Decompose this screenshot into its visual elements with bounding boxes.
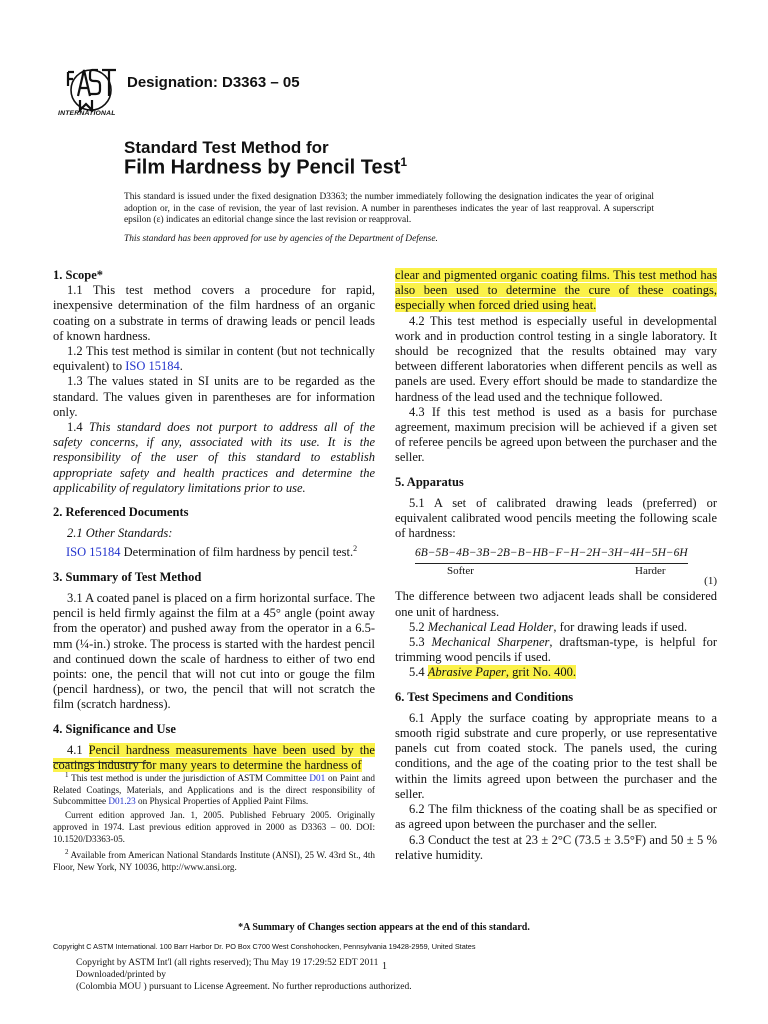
highlighted-text-continued: clear and pigmented organic coating films. This test method has also been used to determine the cure of these coatings, especially when forced dried using heat. bbox=[395, 268, 717, 313]
download-line-3: (Colombia MOU ) pursuant to License Agreement. No further reproductions authorized. bbox=[76, 982, 412, 992]
ref-iso-15184-link[interactable]: ISO 15184 bbox=[66, 545, 121, 560]
issuance-note: This standard is issued under the fixed designation D3363; the number immediately following the designation indicates the year of original adoption or, in the case of revision, the year of last revision. A number in parentheses indicates the year of last reapproval. A superscript epsilon (ε) indicates an editorial change since the last revision or reapproval. bbox=[124, 192, 654, 226]
para-2-1-text: 2.1 Other Standards: bbox=[67, 526, 173, 541]
footnote-1-edition: Current edition approved Jan. 1, 2005. Published February 2005. Originally approved in 1974. Last previous edition approved in 2000 as D3363 – 00. DOI: 10.1520/D3363-05. bbox=[53, 810, 375, 844]
footnote-1-text-a: This test method is under the jurisdiction of ASTM Committee bbox=[68, 773, 310, 784]
footnote-2-mark: 2 bbox=[65, 848, 69, 857]
hardness-scale-formula: 6B−5B−4B−3B−2B−B−HB−F−H−2H−3H−4H−5H−6H bbox=[415, 546, 688, 563]
para-6-3: 6.3 Conduct the test at 23 ± 2°C (73.5 ± 3.5°F) and 50 ± 5 % relative humidity. bbox=[395, 832, 717, 862]
para-3-1: 3.1 A coated panel is placed on a firm horizontal surface. The pencil is held firmly against the film at a 45° angle (point away from the operator) and pushed away from the operator in a 6.5-mm (¼-in.) stroke. The process is started with the hardest pencil and continued down the scale of hardness to either of two end points: one, the pencil that will not cut into or gouge the film (pencil hardness), or two, the pencil that will not scratch the film (scratch hardness). bbox=[53, 591, 375, 712]
ref-footnote-mark: 2 bbox=[353, 544, 358, 554]
download-line-2: Downloaded/printed by bbox=[76, 970, 166, 980]
para-5-4-text: , grit No. 400. bbox=[505, 665, 576, 680]
footnotes bbox=[53, 770, 375, 876]
para-5-2-text: , for drawing leads if used. bbox=[553, 619, 688, 634]
para-5-1: 5.1 A set of calibrated drawing leads (preferred) or equivalent calibrated wood pencils meeting the following scale of hardness: bbox=[395, 495, 717, 541]
section-1-heading: 1. Scope* bbox=[53, 268, 103, 282]
para-1-2 bbox=[53, 344, 375, 374]
para-5-4-num: 5.4 bbox=[409, 665, 428, 680]
copyright-line: Copyright C ASTM International. 100 Barr Harbor Dr. PO Box C700 West Conshohocken, Pennsylvania 19428-2959, United States bbox=[53, 942, 476, 951]
right-column bbox=[395, 268, 717, 863]
ref-iso-15184 bbox=[53, 541, 375, 560]
page-number: 1 bbox=[382, 961, 387, 972]
para-1-4 bbox=[53, 420, 375, 496]
scale-softer-label: Softer bbox=[447, 565, 474, 578]
para-5-1-after: The difference between two adjacent leads shall be considered one unit of hardness. bbox=[395, 589, 717, 619]
para-4-1-num: 4.1 bbox=[67, 742, 89, 757]
dod-approval-note: This standard has been approved for use by agencies of the Department of Defense. bbox=[124, 234, 438, 244]
para-1-1: 1.1 This test method covers a procedure for rapid, inexpensive determination of the film hardness of an organic coating on a substrate in terms of drawing leads or pencil leads of known hardness. bbox=[53, 283, 375, 343]
para-5-2-term: Mechanical Lead Holder bbox=[427, 619, 554, 634]
footnote-2 bbox=[53, 847, 375, 873]
para-5-4-term: Abrasive Paper bbox=[427, 665, 506, 680]
section-3-heading: 3. Summary of Test Method bbox=[53, 569, 202, 584]
para-2-1 bbox=[53, 526, 375, 541]
para-1-4-num: 1.4 bbox=[67, 420, 89, 435]
para-4-2: 4.2 This test method is especially useful in developmental work and in production control testing in a single laboratory. It should be recognized that the results obtained may vary between different laboratories when different pencils as well as panels are used. Every effort should be made to standardize the hardness of the lead used and the technique followed. bbox=[395, 313, 717, 404]
section-5-heading: 5. Apparatus bbox=[395, 474, 464, 489]
highlighted-text: Pencil hardness measurements have been used by the coatings industry for many years to determine the hardness of bbox=[53, 742, 375, 773]
equation-number: (1) bbox=[704, 575, 717, 588]
hardness-scale bbox=[395, 543, 717, 589]
logo-caption: INTERNATIONAL bbox=[58, 110, 116, 117]
para-5-2 bbox=[395, 620, 717, 635]
para-1-3: 1.3 The values stated in SI units are to be regarded as the standard. The values given in parentheses are for information only. bbox=[53, 374, 375, 419]
subcommittee-d01-23-link[interactable]: D01.23 bbox=[108, 796, 136, 807]
astm-logo bbox=[60, 66, 122, 120]
footnote-1-text-b: on Paint and Related Coatings, Materials, and Applications and is the direct responsibility of Subcommittee bbox=[53, 773, 375, 807]
footnote-rule bbox=[53, 762, 151, 763]
title-footnote-mark: 1 bbox=[400, 155, 408, 169]
para-5-3-num: 5.3 bbox=[409, 635, 432, 650]
ref-iso-15184-title: Determination of film hardness by pencil test. bbox=[120, 545, 354, 560]
section-2-heading: 2. Referenced Documents bbox=[53, 505, 189, 520]
para-4-1-continued bbox=[395, 268, 717, 314]
committee-d01-link[interactable]: D01 bbox=[309, 773, 326, 784]
section-6-heading: 6. Test Specimens and Conditions bbox=[395, 689, 574, 704]
iso-15184-link[interactable]: ISO 15184 bbox=[125, 359, 180, 374]
scale-harder-label: Harder bbox=[635, 565, 666, 578]
footnote-2-text: Available from American National Standards Institute (ANSI), 25 W. 43rd St., 4th Floor, New York, NY 10036, http://www.ansi.org. bbox=[53, 850, 375, 873]
left-column bbox=[53, 268, 375, 773]
para-1-2-text: 1.2 This test method is similar in content (but not technically equivalent) to bbox=[53, 344, 375, 374]
download-notice bbox=[76, 957, 412, 993]
para-5-2-num: 5.2 bbox=[409, 619, 428, 634]
para-6-1: 6.1 Apply the surface coating by appropriate means to a smooth rigid substrate and cure properly, or use representative panels cut from coated stock. The panels used, the curing conditions, and the age of the coating prior to the test shall be within the limits agreed upon between the purchaser and the seller. bbox=[395, 710, 717, 801]
para-4-1 bbox=[53, 743, 375, 773]
title-text: Film Hardness by Pencil Test bbox=[124, 156, 401, 179]
para-1-2-end: . bbox=[179, 359, 183, 374]
title-line-2 bbox=[124, 155, 407, 180]
para-1-4-text: This standard does not purport to address all of the safety concerns, if any, associated with its use. It is the responsibility of the user of this standard to establish appropriate safety and health practices and determine the applicability of regulatory limitations prior to use. bbox=[53, 420, 375, 495]
section-4-heading: 4. Significance and Use bbox=[53, 721, 176, 736]
para-5-3-text: , draftsman-type, is helpful for trimming wood pencils if used. bbox=[395, 635, 717, 665]
download-line-1: Copyright by ASTM Int'l (all rights reserved); Thu May 19 17:29:52 EDT 2011 bbox=[76, 958, 379, 968]
summary-of-changes-note: *A Summary of Changes section appears at the end of this standard. bbox=[238, 922, 530, 933]
footnote-1-mark: 1 bbox=[65, 771, 69, 779]
para-5-4-highlight bbox=[428, 665, 576, 679]
footnote-1-text-c: on Physical Properties of Applied Paint Films. bbox=[135, 796, 309, 807]
para-4-3: 4.3 If this test method is used as a basis for purchase agreement, maximum precision will be achieved if a given set of referee pencils be agreed upon between the purchaser and the seller. bbox=[395, 404, 717, 465]
para-6-2: 6.2 The film thickness of the coating shall be as specified or as agreed upon between the purchaser and the seller. bbox=[395, 802, 717, 832]
title-line-1: Standard Test Method for bbox=[124, 138, 329, 157]
footnote-1 bbox=[53, 770, 375, 808]
para-5-3 bbox=[395, 635, 717, 665]
designation: Designation: D3363 – 05 bbox=[127, 74, 300, 91]
para-5-4 bbox=[395, 665, 717, 680]
para-5-3-term: Mechanical Sharpener bbox=[431, 635, 550, 650]
